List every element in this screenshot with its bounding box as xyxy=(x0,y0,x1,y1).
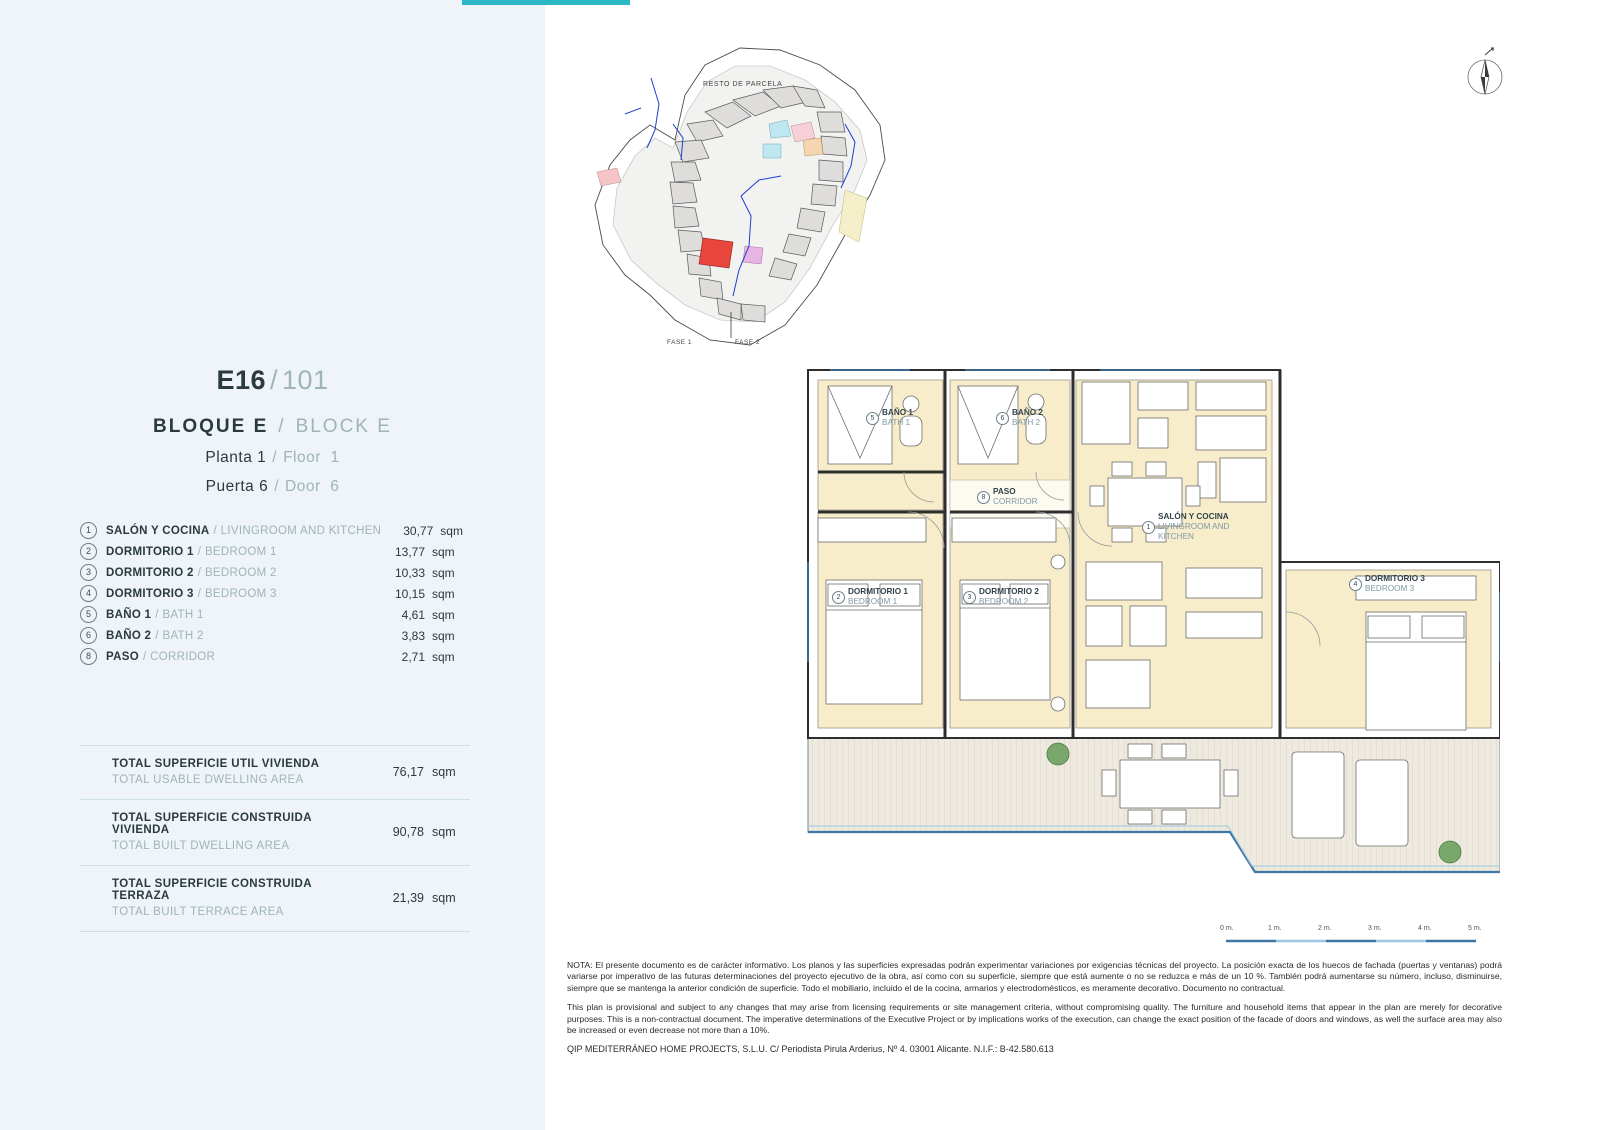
room-area-value: 10,15 xyxy=(394,586,425,601)
room-area-unit: sqm xyxy=(432,628,455,643)
plan-label-text xyxy=(882,408,913,428)
floor-en-value: 1 xyxy=(330,449,340,466)
room-area-value: 13,77 xyxy=(394,544,425,559)
totals-section xyxy=(80,745,470,932)
plan-label-en: BATH 1 xyxy=(882,418,911,427)
svg-text:FASE 1: FASE 1 xyxy=(667,339,693,346)
plan-badge: 1 xyxy=(1142,521,1155,534)
room-separator: / xyxy=(142,650,147,663)
room-area xyxy=(373,566,470,580)
plan-badge: 4 xyxy=(1349,578,1362,591)
room-name-es: SALÓN Y COCINA xyxy=(106,524,210,537)
room-area-unit: sqm xyxy=(432,544,455,559)
plan-label-text xyxy=(1365,574,1425,594)
unit-code: E16 xyxy=(216,365,266,395)
door-line xyxy=(0,478,545,496)
company-legal-line: QIP MEDITERRÁNEO HOME PROJECTS, S.L.U. C/ Periodista Pirula Arderius, Nº 4. 03001 Alicante. N.I.F.: B-42.580.613 xyxy=(567,1044,1054,1055)
room-area xyxy=(373,545,470,559)
room-badge: 3 xyxy=(80,564,97,581)
plan-label-en: BEDROOM 1 xyxy=(848,597,898,606)
total-number: 90,78 xyxy=(392,825,424,839)
room-area xyxy=(381,524,478,538)
plan-label-es: PASO xyxy=(993,487,1016,496)
total-label-en: TOTAL BUILT TERRACE AREA xyxy=(112,906,284,918)
accent-bar-left xyxy=(462,0,545,5)
room-row xyxy=(80,583,470,604)
room-name-en: BEDROOM 2 xyxy=(204,566,277,579)
scale-bar-svg xyxy=(1220,925,1485,947)
plan-badge: 8 xyxy=(977,491,990,504)
legal-notes xyxy=(567,960,1502,1055)
total-label-es: TOTAL SUPERFICIE CONSTRUIDA TERRAZA xyxy=(112,878,312,902)
room-area-unit: sqm xyxy=(432,607,455,622)
plan-label-text xyxy=(1158,512,1229,542)
room-row xyxy=(80,604,470,625)
plan-label-en-line2: LIVINGROOM AND xyxy=(1158,522,1230,531)
room-area-value: 4,61 xyxy=(401,607,425,622)
room-area-unit: sqm xyxy=(440,523,463,538)
room-name-en: BATH 2 xyxy=(162,629,204,642)
scale-tick-4: 4 m. xyxy=(1418,925,1432,932)
room-area-unit: sqm xyxy=(432,565,455,580)
room-badge: 8 xyxy=(80,648,97,665)
floor-slash: / xyxy=(272,449,278,466)
total-value xyxy=(370,825,470,839)
note-english: This plan is provisional and subject to any changes that may arise from licensing requirements or site management criteria, without compromising quality. The furniture and household items that appear in the plan are merely for decorative purposes. This is a non-contractual document. The imperative determinations of the Executive Project or by implications works of the execution, can change the exact position of the facade of doors and windows, as well the surface area may also be increased or even decrease not more than a 10%. xyxy=(567,1002,1502,1036)
room-separator: / xyxy=(197,587,201,600)
room-badge: 1 xyxy=(80,522,97,539)
room-name-en: CORRIDOR xyxy=(150,650,216,663)
room-area xyxy=(373,587,470,601)
room-name-en: LIVINGROOM AND KITCHEN xyxy=(220,524,382,537)
plan-badge: 3 xyxy=(963,591,976,604)
room-name-en: BATH 1 xyxy=(162,608,204,621)
room-area-value: 2,71 xyxy=(401,649,425,664)
room-area xyxy=(373,608,470,622)
room-badge: 4 xyxy=(80,585,97,602)
scale-tick-2: 2 m. xyxy=(1318,925,1332,932)
plan-label-en-line3: KITCHEN xyxy=(1158,532,1194,541)
room-area-value: 10,33 xyxy=(394,565,425,580)
plan-label-en: BEDROOM 3 xyxy=(1365,584,1415,593)
total-label-es: TOTAL SUPERFICIE UTIL VIVIENDA xyxy=(112,758,320,770)
door-en-label: Door xyxy=(285,478,321,495)
total-number: 76,17 xyxy=(392,765,424,779)
door-es: Puerta 6 xyxy=(205,478,269,495)
plan-label-bedroom-3 xyxy=(1349,574,1425,594)
room-name-es: DORMITORIO 1 xyxy=(106,545,194,558)
plan-label-es: DORMITORIO 1 xyxy=(848,587,908,596)
room-separator: / xyxy=(197,545,201,558)
block-en: BLOCK E xyxy=(295,416,392,437)
room-area-value: 30,77 xyxy=(403,523,434,538)
room-schedule xyxy=(80,520,470,667)
plan-label-es: BAÑO 2 xyxy=(1012,408,1043,417)
plan-label-living-kitchen xyxy=(1142,512,1229,542)
scale-tick-0: 0 m. xyxy=(1220,925,1234,932)
total-unit: sqm xyxy=(432,825,456,839)
total-labels xyxy=(112,812,370,852)
room-badge: 6 xyxy=(80,627,97,644)
total-row-usable xyxy=(80,745,470,800)
unit-title-block xyxy=(0,365,545,496)
plan-label-bath-2 xyxy=(996,408,1043,428)
room-separator: / xyxy=(155,608,159,621)
accent-bar-top xyxy=(545,0,630,5)
room-area-unit: sqm xyxy=(432,649,455,664)
room-area-unit: sqm xyxy=(432,586,455,601)
plan-label-bedroom-2 xyxy=(963,587,1039,607)
plan-label-en: BATH 2 xyxy=(1012,418,1041,427)
plan-label-en: BEDROOM 2 xyxy=(979,597,1029,606)
scale-bar xyxy=(1220,925,1485,947)
unit-slash: / xyxy=(269,365,278,395)
total-labels xyxy=(112,758,370,786)
plan-label-text xyxy=(848,587,908,607)
compass-rose-icon xyxy=(1455,45,1515,105)
svg-text:FASE 2: FASE 2 xyxy=(735,339,761,346)
block-es: BLOQUE E xyxy=(153,416,269,437)
room-name-es: BAÑO 1 xyxy=(106,608,152,621)
plan-label-es: DORMITORIO 3 xyxy=(1365,574,1425,583)
room-name-es: PASO xyxy=(106,650,139,663)
total-number: 21,39 xyxy=(392,891,424,905)
unit-number: 101 xyxy=(282,365,329,395)
total-label-es: TOTAL SUPERFICIE CONSTRUIDA VIVIENDA xyxy=(112,812,312,836)
plan-label-bedroom-1 xyxy=(832,587,908,607)
plan-label-corridor xyxy=(977,487,1038,507)
total-unit: sqm xyxy=(432,765,456,779)
site-map-svg xyxy=(555,20,945,350)
total-value xyxy=(370,765,470,779)
total-label-en: TOTAL USABLE DWELLING AREA xyxy=(112,774,304,786)
room-area-value: 3,83 xyxy=(401,628,425,643)
room-separator: / xyxy=(213,524,217,537)
door-slash: / xyxy=(274,478,280,495)
total-value xyxy=(370,891,470,905)
plan-badge: 6 xyxy=(996,412,1009,425)
svg-text:RESTO DE PARCELA: RESTO DE PARCELA xyxy=(703,81,783,88)
room-name-en: BEDROOM 1 xyxy=(204,545,277,558)
room-separator: / xyxy=(155,629,159,642)
door-en-value: 6 xyxy=(330,478,340,495)
floor-es: Planta 1 xyxy=(205,449,267,466)
room-badge: 5 xyxy=(80,606,97,623)
room-row xyxy=(80,541,470,562)
total-row-terrace xyxy=(80,866,470,932)
plan-label-text xyxy=(979,587,1039,607)
scale-tick-1: 1 m. xyxy=(1268,925,1282,932)
room-row xyxy=(80,520,470,541)
scale-tick-5: 5 m. xyxy=(1468,925,1482,932)
room-separator: / xyxy=(197,566,201,579)
plan-label-en: CORRIDOR xyxy=(993,497,1038,506)
room-name-en: BEDROOM 3 xyxy=(204,587,277,600)
room-row xyxy=(80,562,470,583)
floor-line xyxy=(0,449,545,467)
total-labels xyxy=(112,878,370,918)
room-name-es: BAÑO 2 xyxy=(106,629,152,642)
room-area xyxy=(373,629,470,643)
note-spanish: NOTA: El presente documento es de carácter informativo. Los planos y las superficies expresadas podrán experimentar variaciones por exigencias técnicas del proyecto. La posición exacta de los huecos de fachada (puertas y ventanas) podrá variarse por imperativo de las futuras determinaciones del proyecto ejecutivo de la obra, así como con su superficie, siempre que está aumente o no se reduzca e más de un 10 %. También podrá aumentarse su número, incluso, disminuirse, siempre que se mantenga la anterior condición de superficie. Todo el mobiliario, incluido el de la cocina, armarios y electrodomésticos, es meramente decorativo. Documento no contractual. xyxy=(567,960,1502,993)
unit-code-line xyxy=(0,365,545,396)
room-area xyxy=(373,650,470,664)
info-panel xyxy=(0,0,545,1130)
plan-badge: 2 xyxy=(832,591,845,604)
plan-label-es: BAÑO 1 xyxy=(882,408,913,417)
block-slash: / xyxy=(278,416,286,437)
room-row xyxy=(80,646,470,667)
total-unit: sqm xyxy=(432,891,456,905)
floor-plan xyxy=(800,362,1500,907)
plan-badge: 5 xyxy=(866,412,879,425)
room-row xyxy=(80,625,470,646)
plan-label-text xyxy=(1012,408,1043,428)
room-name-es: DORMITORIO 2 xyxy=(106,566,194,579)
block-line xyxy=(0,416,545,438)
plan-label-text xyxy=(993,487,1038,507)
floor-en-label: Floor xyxy=(283,449,321,466)
plan-label-es: SALÓN Y COCINA xyxy=(1158,512,1229,521)
room-badge: 2 xyxy=(80,543,97,560)
floor-plan-svg xyxy=(800,362,1500,907)
total-row-built xyxy=(80,800,470,866)
drawing-panel xyxy=(545,0,1600,1130)
plan-label-bath-1 xyxy=(866,408,913,428)
scale-tick-3: 3 m. xyxy=(1368,925,1382,932)
plan-label-es: DORMITORIO 2 xyxy=(979,587,1039,596)
site-location-map xyxy=(555,20,945,350)
room-name-es: DORMITORIO 3 xyxy=(106,587,194,600)
total-label-en: TOTAL BUILT DWELLING AREA xyxy=(112,840,290,852)
